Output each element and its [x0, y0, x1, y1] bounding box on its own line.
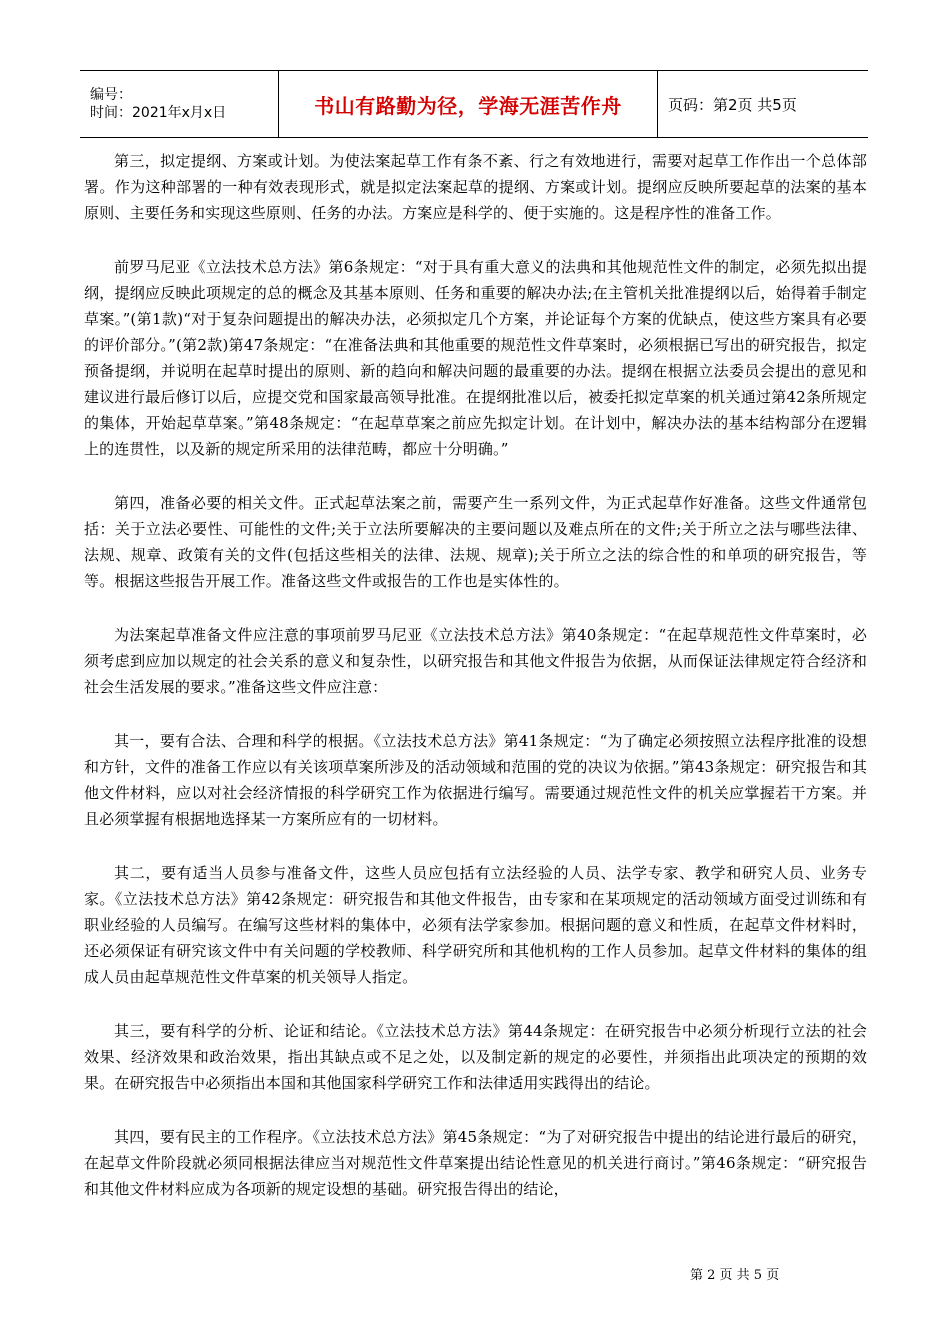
paragraph: 其二，要有适当人员参与准备文件，这些人员应包括有立法经验的人员、法学专家、教学和研究人员、业务专家。《立法技术总方法》第42条规定：研究报告和其他文件报告，由专家和在某项规定的活动领域方面受过训练和有职业经验的人员编写。在编写这些材料的集体中，必须有法学家参加。根据问题的意义和性质，在起草文件材料时，还必须保证有研究该文件中有关问题的学校教师、科学研究所和其他机构的工作人员参加。起草文件材料的集体的组成人员由起草规范性文件草案的机关领导人指定。 [84, 864, 867, 986]
paragraph: 第三，拟定提纲、方案或计划。为使法案起草工作有条不紊、行之有效地进行，需要对起草工作作出一个总体部署。作为这种部署的一种有效表现形式，就是拟定法案起草的提纲、方案或计划。提纲应反映所要起草的法案的基本原则、主要任务和实现这些原则、任务的办法。方案应是科学的、便于实施的。这是程序性的准备工作。 [84, 152, 867, 222]
paragraph: 其三，要有科学的分析、论证和结论。《立法技术总方法》第44条规定：在研究报告中必须分析现行立法的社会效果、经济效果和政治效果，指出其缺点或不足之处，以及制定新的规定的必要性，并须指出此项决定的预期的效果。在研究报告中必须指出本国和其他国家科学研究工作和法律适用实践得出的结论。 [84, 1022, 867, 1092]
paragraph: 其一，要有合法、合理和科学的根据。《立法技术总方法》第41条规定：“为了确定必须按照立法程序批准的设想和方针，文件的准备工作应以有关该项草案所涉及的活动领域和范围的党的决议为依据。”第43条规定：研究报告和其他文件材料，应以对社会经济情报的科学研究工作为依据进行编写。需要通过规范性文件的机关应掌握若干方案。并且必须掌握有根据地选择某一方案所应有的一切材料。 [84, 732, 867, 828]
header-motto: 书山有路勤为径，学海无涯苦作舟 [278, 71, 658, 137]
paragraph: 其四，要有民主的工作程序。《立法技术总方法》第45条规定：“为了对研究报告中提出的结论进行最后的研究，在起草文件阶段就必须同根据法律应当对规范性文件草案提出结论性意见的机关进行商讨。”第46条规定：“研究报告和其他文件材料应成为各项新的规定设想的基础。研究报告得出的结论， [84, 1128, 867, 1198]
document-time-label: 时间：2021年x月x日 [90, 105, 227, 121]
paragraph: 第四，准备必要的相关文件。正式起草法案之前，需要产生一系列文件，为正式起草作好准备。这些文件通常包括：关于立法必要性、可能性的文件;关于立法所要解决的主要问题以及难点所在的文件;关于所立之法与哪些法律、法规、规章、政策有关的文件(包括这些相关的法律、法规、规章);关于所立之法的综合性的和单项的研究报告，等等。根据这些报告开展工作。准备这些文件或报告的工作也是实体性的。 [84, 494, 867, 590]
document-body [84, 148, 867, 1230]
page-footer: 第 2 页 共 5 页 [690, 1268, 780, 1283]
document-code-label: 编号： [90, 87, 132, 103]
header-meta [80, 71, 278, 137]
paragraph: 为法案起草准备文件应注意的事项前罗马尼亚《立法技术总方法》第40条规定：“在起草规范性文件草案时，必须考虑到应加以规定的社会关系的意义和复杂性，以研究报告和其他文件报告为依据，从而保证法律规定符合经济和社会生活发展的要求。”准备这些文件应注意： [84, 626, 867, 696]
header-page-info: 页码：第2页 共5页 [668, 95, 797, 114]
paragraph: 前罗马尼亚《立法技术总方法》第6条规定：“对于具有重大意义的法典和其他规范性文件的制定，必须先拟出提纲，提纲应反映此项规定的总的概念及其基本原则、任务和重要的解决办法;在主管机关批准提纲以后，始得着手制定草案。”(第1款)“对于复杂问题提出的解决办法，必须拟定几个方案，并论证每个方案的优缺点，使这些方案具有必要的评价部分。”(第2款)第47条规定：“在准备法典和其他重要的规范性文件草案时，必须根据已写出的研究报告，拟定预备提纲，并说明在起草时提出的原则、新的趋向和解决问题的最重要的办法。提纲在根据立法委员会提出的意见和建议进行最后修订以后，应提交党和国家最高领导批准。在提纲批准以后，被委托拟定草案的机关通过第42条所规定的集体，开始起草草案。”第48条规定：“在起草草案之前应先拟定计划。在计划中，解决办法的基本结构部分在逻辑上的连贯性，以及新的规定所采用的法律范畴，都应十分明确。” [84, 258, 867, 458]
page-header [80, 70, 868, 138]
